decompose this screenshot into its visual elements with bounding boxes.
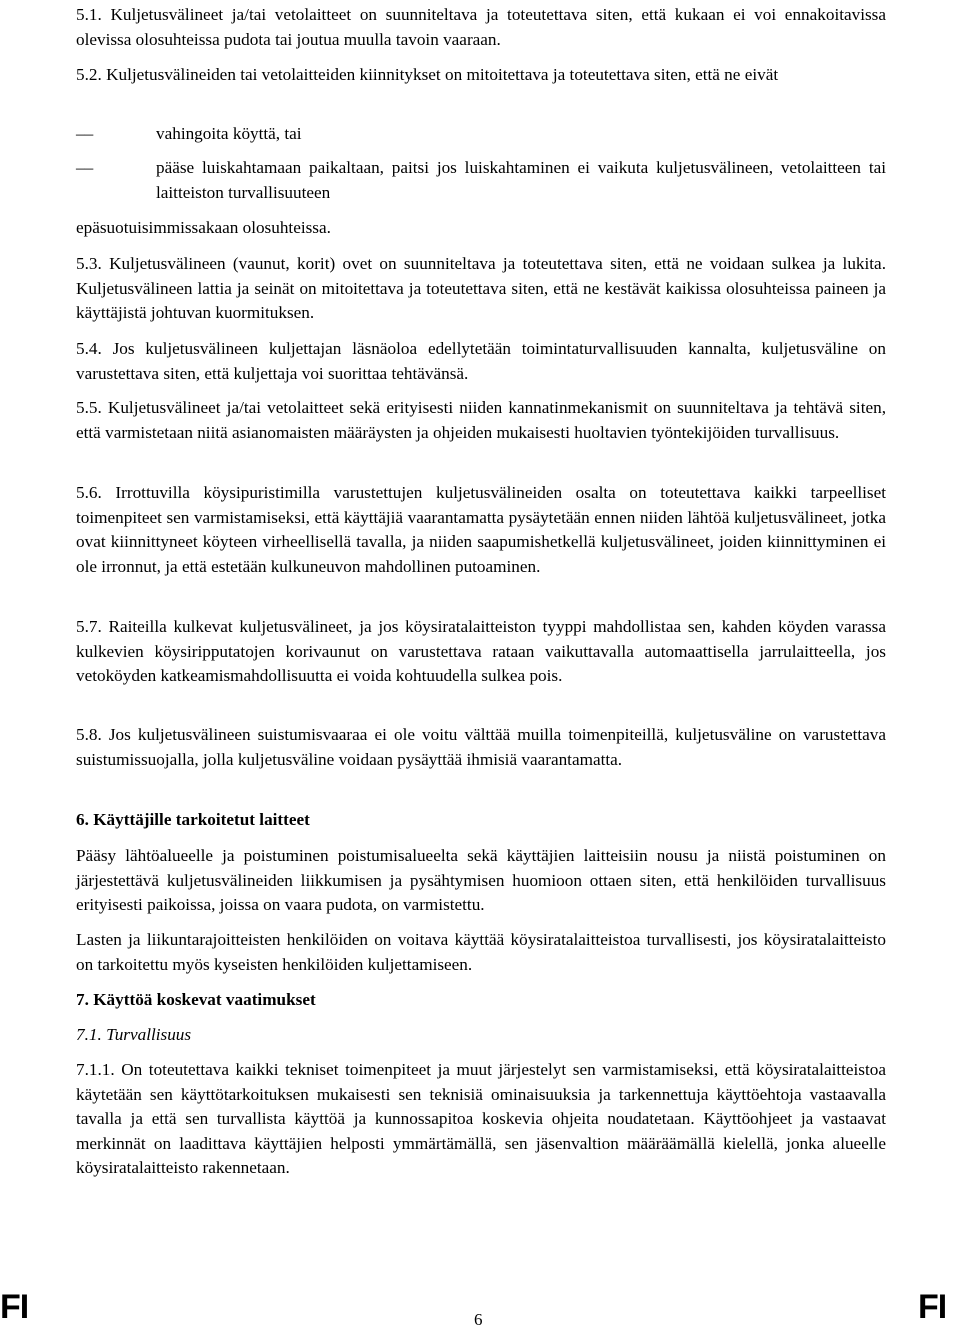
- paragraph-7-1-1: 7.1.1. On toteutettava kaikki tekniset toimenpiteet ja muut järjestelyt sen varmistamiseksi, että köysiratalaitteistoa käytetään sen käyttötarkoituksen mukaisesti sen teknisiä ominaisuuksia ja tarkennettuja käyttöehtoja vastaavalla tavalla ja että sen turvallista käyttöä ja kunnossapitoa koskevia ohjeita noudatetaan. Käyttöohjeet ja vastaavat merkinnät on laadittava käyttäjien helposti ymmärtämällä, sen jäsenvaltion määräämällä kielellä, jonka alueelle köysiratalaitteisto rakennetaan.: [76, 1060, 886, 1177]
- footer-language-mark-right: FI: [918, 1288, 947, 1326]
- footer-language-mark-left: FI: [0, 1288, 29, 1326]
- paragraph-5-7: 5.7. Raiteilla kulkevat kuljetusvälineet, ja jos köysiratalaitteiston tyyppi mahdollistaa sen, kahden köyden varassa kulkevien köysiripputatojen korivaunut on varustettava rataan vaikuttavalla automaattisella jarrulaitteella, jos vetoköyden katkeamismahdollisuutta ei voida kohtuudella sulkea pois.: [76, 617, 886, 685]
- paragraph-6-a: Pääsy lähtöalueelle ja poistuminen poistumisalueelta sekä käyttäjien laitteisiin nousu ja niistä poistuminen on järjestettävä kuljetusvälineiden liikkumisen ja pysähtymisen huomioon ottaen siten, että henkilöiden turvallisuus erityisesti paikoissa, joissa on vaara pudota, on varmistettu.: [76, 846, 886, 914]
- page-number: 6: [474, 1310, 483, 1329]
- list-item-text: pääse luiskahtamaan paikaltaan, paitsi jos luiskahtaminen ei vaikuta kuljetusvälineen, vetolaitteen tai laitteiston turvallisuuteen: [156, 158, 886, 202]
- paragraph-5-2-tail: epäsuotuisimmissakaan olosuhteissa.: [76, 218, 331, 237]
- subsection-heading-7-1: 7.1. Turvallisuus: [76, 1025, 192, 1044]
- section-heading-7: 7. Käyttöä koskevat vaatimukset: [76, 990, 316, 1009]
- paragraph-5-3: 5.3. Kuljetusvälineen (vaunut, korit) ovet on suunniteltava ja toteutettava siten, että ne voidaan sulkea ja lukita. Kuljetusvälineen lattia ja seinät on mitoitettava ja toteutettava siten, että ne kestävät kaikissa olosuhteissa paineen ja käyttäjistä johtuvan kuormituksen.: [76, 254, 886, 322]
- dash-bullet: ––: [76, 124, 94, 143]
- paragraph-5-4: 5.4. Jos kuljetusvälineen kuljettajan läsnäoloa edellytetään toimintaturvallisuuden kannalta, kuljetusväline on varustettava siten, että kuljettaja voi suorittaa tehtävänsä.: [76, 339, 886, 383]
- list-item-text: vahingoita köyttä, tai: [156, 124, 302, 143]
- dash-bullet: ––: [76, 158, 94, 177]
- paragraph-5-2: 5.2. Kuljetusvälineiden tai vetolaitteiden kiinnitykset on mitoitettava ja toteutettava siten, että ne eivät: [76, 65, 779, 84]
- paragraph-5-1: 5.1. Kuljetusvälineet ja/tai vetolaitteet on suunniteltava ja toteutettava siten, että kukaan ei voi ennakoitavissa olevissa olosuhteissa pudota tai joutua muulla tavoin vaaraan.: [76, 5, 886, 49]
- paragraph-6-b: Lasten ja liikuntarajoitteisten henkilöiden on voitava käyttää köysiratalaitteistoa turvallisesti, jos köysiratalaitteisto on tarkoitettu myös kyseisten henkilöiden kuljettamiseen.: [76, 930, 886, 974]
- paragraph-5-5: 5.5. Kuljetusvälineet ja/tai vetolaitteet sekä erityisesti niiden kannatinmekanismit on suunniteltava ja tehtävä siten, että varmistetaan niitä asianomaisten määräysten ja ohjeiden mukaisesti huoltavien työntekijöiden turvallisuus.: [76, 398, 886, 442]
- paragraph-5-8: 5.8. Jos kuljetusvälineen suistumisvaaraa ei ole voitu välttää muilla toimenpiteillä, kuljetusväline on varustettava suistumissuojalla, jolla kuljetusväline voidaan pysäyttää ihmisiä vaarantamatta.: [76, 725, 886, 769]
- section-heading-6: 6. Käyttäjille tarkoitetut laitteet: [76, 810, 310, 829]
- paragraph-5-6: 5.6. Irrottuvilla köysipuristimilla varustettujen kuljetusvälineiden osalta on toteutettava kaikki tarpeelliset toimenpiteet sen varmistamiseksi, että käyttäjiä vaarantamatta pysäytetään ennen niiden lähtöä kuljetusvälineet, jotka ovat kiinnittyneet köyteen virheellisellä tavalla, ja niiden saapumishetkellä kuljetusvälineet, joiden kiinnittyminen ei ole irronnut, ja että estetään kulkuneuvon mahdollinen putoaminen.: [76, 483, 886, 576]
